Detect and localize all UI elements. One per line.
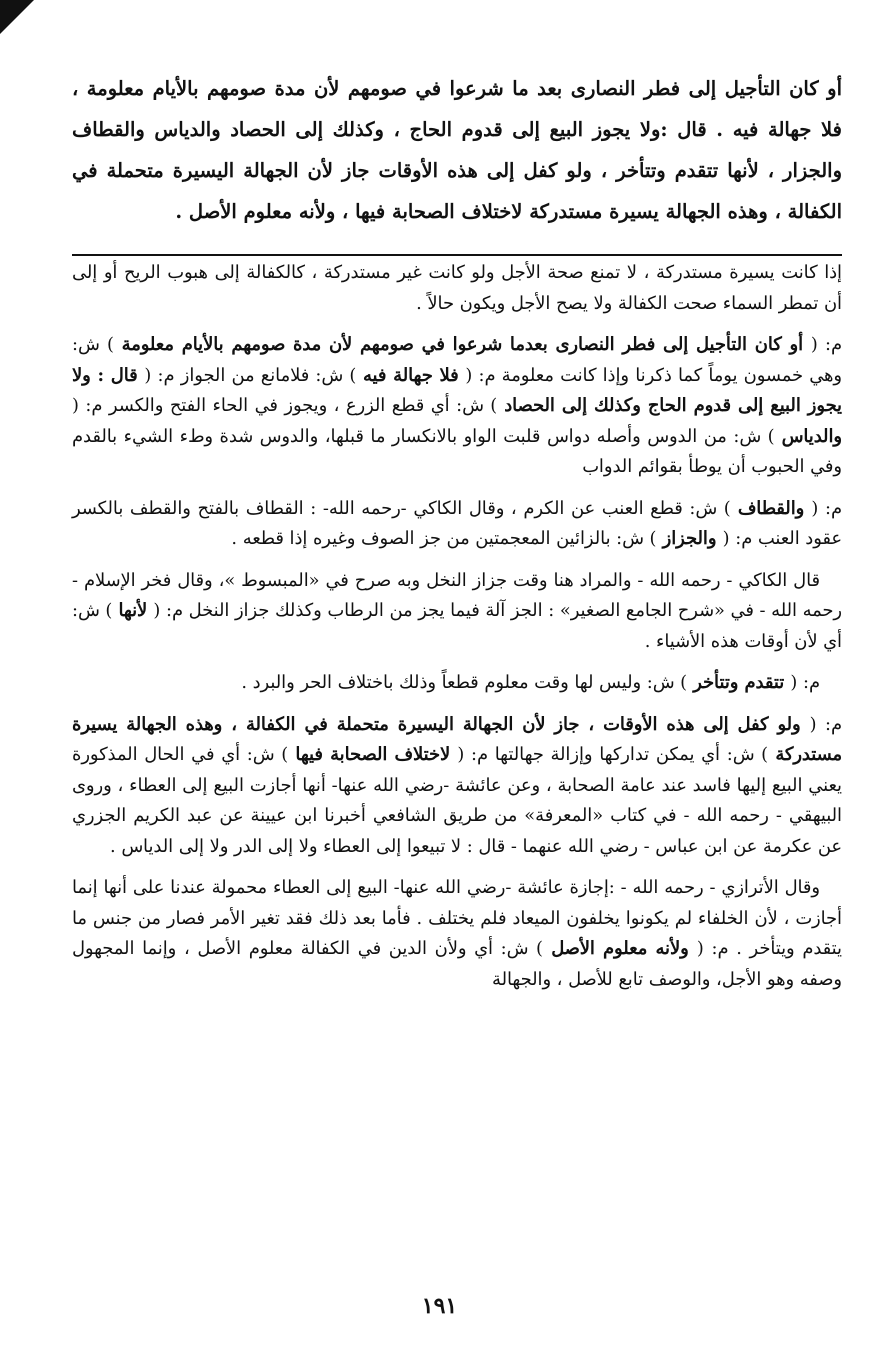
marker: م: ( xyxy=(811,497,842,519)
commentary-paragraph-5 xyxy=(72,668,842,699)
quoted-matn: قال : ولا يجوز البيع إلى قدوم الحاج وكذلك إلى الحصاد xyxy=(72,364,842,416)
explanation: ) ش: أي في الحال المذكورة يعني البيع إليها فاسد عند عامة الصحابة ، وعن عائشة -رضي الله عنها- أنها أجازت البيع إلى العطاء ، وروى البيهقي - رحمه الله - في كتاب «المعرفة» من طريق الشافعي أخبرنا ابن عيينة عن عبد الكريم الجزري عن عكرمة عن ابن عباس - رضي الله عنهما - قال : لا تبيعوا إلى العطاء ولا إلى الدر ولا إلى الدياس . xyxy=(72,744,842,857)
quoted-matn: والقطاف xyxy=(730,497,812,519)
quoted-matn: والجزاز xyxy=(656,528,723,549)
marker: م: ( xyxy=(810,334,842,355)
commentary-paragraph-2 xyxy=(72,330,842,483)
explanation: ) ش: وهي خمسون يوماً كما ذكرنا وإذا كانت معلومة م: ( xyxy=(72,334,843,386)
quoted-matn: لاختلاف الصحابة فيها xyxy=(288,744,458,765)
quoted-matn: تتقدم وتتأخر xyxy=(687,672,791,693)
commentary-paragraph-4 xyxy=(72,566,842,658)
explanation: ) ش: بالزائين المعجمتين من جز الصوف وغيره إذا قطعه . xyxy=(231,528,657,549)
marker: م: ( xyxy=(809,713,842,735)
explanation: ) ش: أي يمكن تداركها وإزالة جهالتها م: ( xyxy=(457,744,769,765)
explanation: ) ش: أي قطع الزرع ، ويجوز في الحاء الفتح والكسر م: ( xyxy=(72,395,498,416)
quoted-matn: ولو كفل إلى هذه الأوقات ، جاز لأن الجهالة اليسيرة متحملة في الكفالة ، وهذه الجهالة يسيرة مستدركة xyxy=(72,713,843,765)
explanation: ) ش: فلامانع من الجواز م: ( xyxy=(144,364,357,386)
quoted-matn: لأنها xyxy=(112,600,154,621)
quoted-matn: أو كان التأجيل إلى فطر النصارى بعدما شرعوا في صومهم لأن مدة صومهم بالأيام معلومة xyxy=(113,334,811,355)
commentary-paragraph-3 xyxy=(72,494,842,555)
commentary-paragraph-1: إذا كانت يسيرة مستدركة ، لا تمنع صحة الأجل ولو كانت غير مستدركة ، كالكفالة إلى هبوب الريح أو إلى أن تمطر السماء صحت الكفالة ولا يصح الأجل ويكون حالاً . xyxy=(72,262,842,314)
page-corner-mark xyxy=(0,0,34,34)
commentary xyxy=(72,258,842,995)
commentary-paragraph-6 xyxy=(72,710,842,863)
explanation: ) ش: أي لأن أوقات هذه الأشياء . xyxy=(72,600,842,652)
marker: م: ( xyxy=(790,672,820,693)
page-body xyxy=(72,68,842,1006)
explanation: ) ش: من الدوس وأصله دواس قلبت الواو بالانكسار ما قبلها، والدوس شدة وطء الشيء بالقدم وفي الحبوب أن يوطأ بقوائم الدواب xyxy=(72,425,842,477)
matn-text: أو كان التأجيل إلى فطر النصارى بعد ما شرعوا في صومهم لأن مدة صومهم بالأيام معلومة ، فلا جهالة فيه . قال :ولا يجوز البيع إلى قدوم الحاج ، وكذلك إلى الحصاد والدياس والقطاف والجزار ، لأنها تتقدم وتتأخر ، ولو كفل إلى هذه الأوقات جاز لأن الجهالة اليسيرة متحملة في الكفالة ، وهذه الجهالة يسيرة مستدركة لاختلاف الصحابة فيها ، ولأنه معلوم الأصل . xyxy=(72,77,842,223)
explanation: وقال الأترازي - رحمه الله - :إجازة عائشة -رضي الله عنها- البيع إلى العطاء محمولة عندنا على أنها إنما أجازت ، لأن الخلفاء لم يكونوا يخلفون الميعاد فلم يختلف . فأما بعد ذلك فقد تغير الأمر فصار من جنس ما يتقدم ويتأخر . م: ( xyxy=(72,877,842,959)
explanation: ) ش: وليس لها وقت معلوم قطعاً وذلك باختلاف الحر والبرد . xyxy=(241,672,688,693)
explanation: قال الكاكي - رحمه الله - والمراد هنا وقت جزاز النخل وبه صرح في «المبسوط »، وقال فخر الإسلام - رحمه الله - في «شرح الجامع الصغير» : الجز آلة فيما يجز من الرطاب وكذلك جزاز النخل م: ( xyxy=(72,569,842,621)
commentary-paragraph-7 xyxy=(72,873,842,995)
quoted-matn: والدياس xyxy=(774,425,842,447)
quoted-matn: ولأنه معلوم الأصل xyxy=(542,938,697,959)
explanation: ) ش: قطع العنب عن الكرم ، وقال الكاكي -رحمه الله- : القطاف بالفتح والقطف بالكسر عقود العنب م: ( xyxy=(72,497,842,549)
separator-line xyxy=(72,254,842,256)
quoted-matn: فلا جهالة فيه xyxy=(356,364,466,386)
explanation: ) ش: أي ولأن الدين في الكفالة معلوم الأصل ، وإنما المجهول وصفه وهو الأجل، والوصف تابع للأصل ، والجهالة xyxy=(72,938,842,990)
page-number: ١٩١ xyxy=(421,1293,458,1319)
